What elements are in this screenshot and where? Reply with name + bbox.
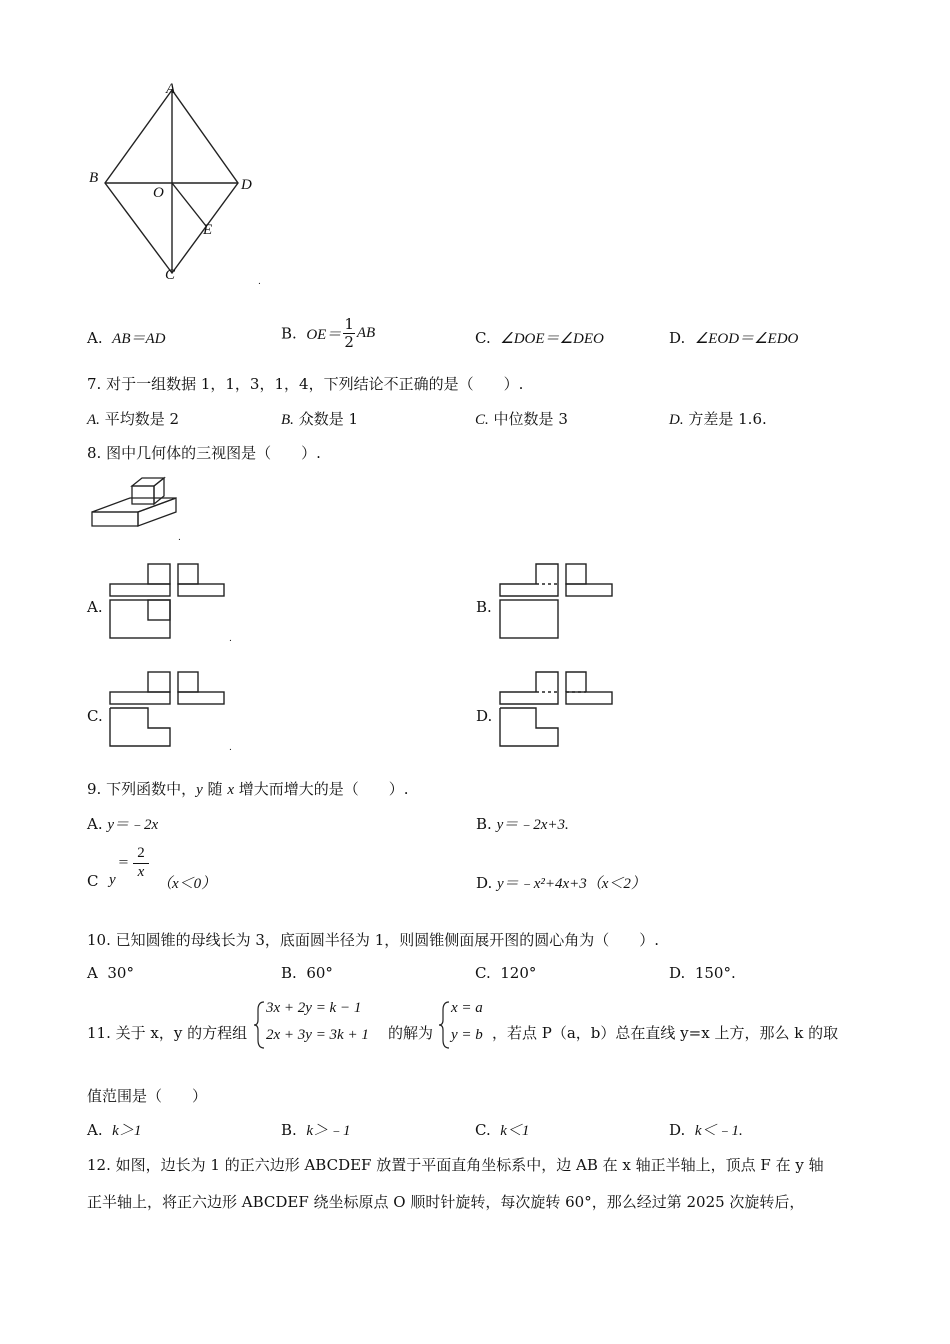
q8-option-b-views[interactable]	[498, 560, 628, 650]
q9-option-b[interactable]: B. y＝﹣2x+3.	[476, 815, 569, 833]
q6-option-d[interactable]: D. ∠EOD＝∠EDO	[669, 329, 799, 347]
q11-option-a[interactable]: A. k＞1	[87, 1121, 142, 1139]
q7-option-a[interactable]: A. 平均数是 2	[87, 410, 180, 428]
q11-system-brace	[252, 1000, 266, 1050]
q9-option-a[interactable]: A. y＝﹣2x	[87, 815, 159, 833]
q11-option-c[interactable]: C. k＜1	[475, 1121, 530, 1139]
fraction-two-over-x: 2 x	[133, 845, 149, 881]
q11-stem-prefix: 11. 关于 x，y 的方程组	[87, 1024, 248, 1042]
q6-option-c[interactable]: C. ∠DOE＝∠DEO	[475, 329, 604, 347]
q8-option-d-views[interactable]	[498, 668, 628, 758]
q8-option-b-label[interactable]: B.	[476, 598, 492, 616]
q11-stem-line2: 值范围是（ ）	[87, 1087, 208, 1105]
q10-stem: 10. 已知圆锥的母线长为 3，底面圆半径为 1，则圆锥侧面展开图的圆心角为（ ）.	[87, 931, 660, 949]
q6-option-b[interactable]: B. OE＝ $\frac{1}{2}$ AB	[281, 315, 376, 351]
q11-option-b[interactable]: B. k＞﹣1	[281, 1121, 351, 1139]
q8-option-a-views[interactable]	[108, 560, 238, 650]
format-mark: .	[229, 743, 232, 753]
q9-option-d[interactable]: D. y＝﹣x²+4x+3（x＜2）	[476, 874, 646, 892]
q12-line-2: 正半轴上，将正六边形 ABCDEF 绕坐标原点 O 顺时针旋转，每次旋转 60°，那么经过第 2025 次旋转后，	[87, 1193, 805, 1211]
q12-line-1: 12. 如图，边长为 1 的正六边形 ABCDEF 放置于平面直角坐标系中，边 AB 在 x 轴正半轴上，顶点 F 在 y 轴	[87, 1156, 824, 1174]
q8-stem: 8. 图中几何体的三视图是（ ）.	[87, 444, 321, 462]
q7-stem: 7. 对于一组数据 1，1，3，1，4，下列结论不正确的是（ ）.	[87, 375, 524, 393]
solid-3d-figure	[88, 474, 198, 544]
q10-option-a[interactable]: A 30°	[87, 964, 134, 982]
q11-solution-2: y = b	[451, 1027, 483, 1043]
fraction-one-half: $\frac{1}{2}$	[344, 315, 354, 351]
q11-solution-1: x = a	[451, 1000, 483, 1016]
q7-option-b[interactable]: B. 众数是 1	[281, 410, 359, 428]
q11-equation-2: 2x + 3y = 3k + 1	[266, 1027, 369, 1043]
q11-stem-mid: 的解为	[388, 1024, 434, 1042]
label-A: A	[166, 81, 176, 97]
label-O: O	[153, 185, 164, 201]
label-D: D	[241, 177, 252, 193]
label-E: E	[203, 222, 213, 238]
format-mark: .	[178, 533, 181, 543]
q11-solution-brace	[437, 1000, 451, 1050]
q8-option-c-views[interactable]	[108, 668, 238, 758]
q9-stem: 9. 下列函数中，y 随 x 增大而增大的是（ ）.	[87, 780, 409, 798]
q7-option-c[interactable]: C. 中位数是 3	[475, 410, 568, 428]
q10-option-c[interactable]: C. 120°	[475, 964, 537, 982]
q8-option-d-label[interactable]: D.	[476, 707, 493, 725]
format-mark: .	[258, 277, 261, 287]
q8-option-a-label[interactable]: A.	[87, 598, 103, 616]
label-B: B	[89, 170, 99, 186]
label-C: C	[165, 267, 176, 283]
q8-option-c-label[interactable]: C.	[87, 707, 103, 725]
q7-option-d[interactable]: D. 方差是 1.6.	[669, 410, 767, 428]
q6-option-a[interactable]: A. AB＝AD	[87, 329, 166, 347]
q10-option-d[interactable]: D. 150°.	[669, 964, 736, 982]
q11-stem-suffix: ，若点 P（a，b）总在直线 y=x 上方，那么 k 的取	[492, 1024, 839, 1042]
rhombus-figure	[80, 80, 280, 283]
q11-option-d[interactable]: D. k＜﹣1.	[669, 1121, 743, 1139]
q10-option-b[interactable]: B. 60°	[281, 964, 333, 982]
q11-equation-1: 3x + 2y = k − 1	[266, 1000, 362, 1016]
format-mark: .	[229, 634, 232, 644]
